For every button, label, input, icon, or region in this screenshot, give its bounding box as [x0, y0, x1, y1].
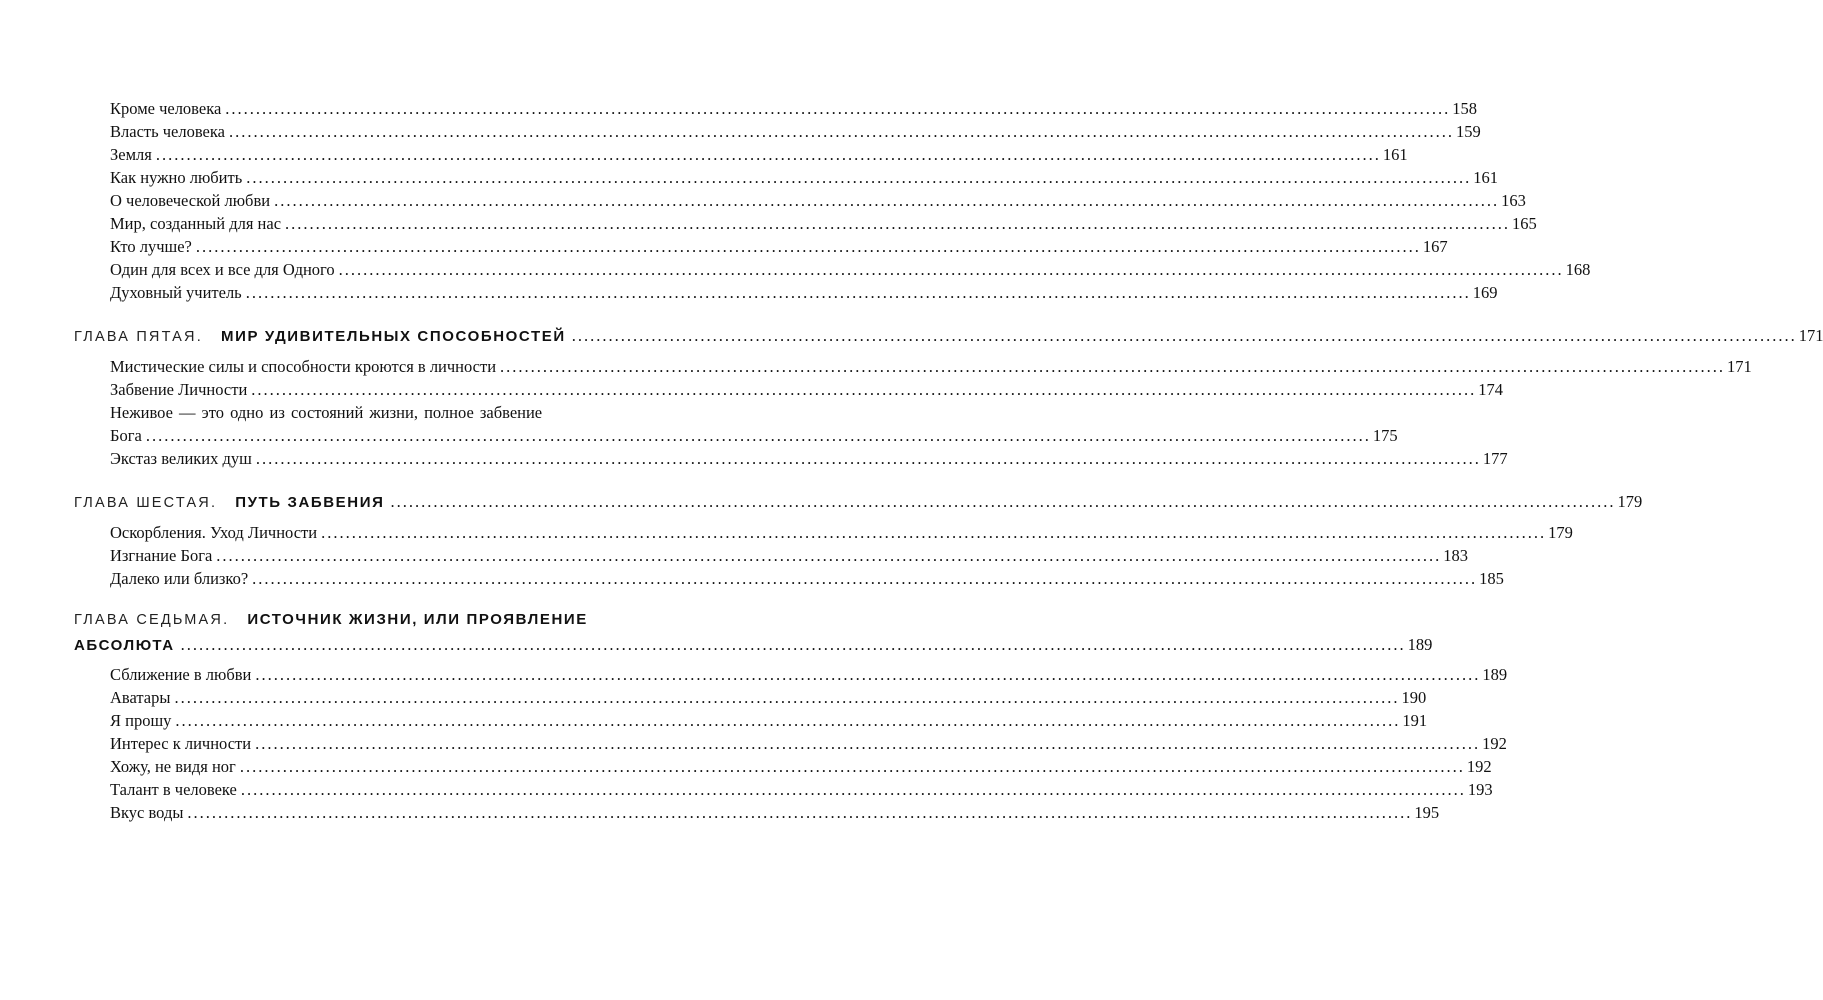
dot-leader: ........................................................................................................................................................................................................	[285, 214, 1511, 233]
toc-entry[interactable]	[110, 802, 1440, 824]
chapter-title-line2: АБСОЛЮТА	[74, 637, 175, 654]
toc-entry-page: 165	[1512, 214, 1537, 233]
toc-entry-title: Мистические силы и способности кроются в личности	[110, 357, 497, 376]
toc-entry-title: Один для всех и все для Одного	[110, 260, 335, 279]
toc-entry-page: 171	[1727, 357, 1752, 376]
toc-entry[interactable]	[110, 144, 1408, 166]
toc-entry[interactable]	[110, 522, 1573, 544]
chapter-page: 189	[1407, 635, 1433, 654]
toc-entry-page: 191	[1402, 711, 1428, 730]
toc-entry-title: Кроме человека	[110, 99, 222, 118]
toc-entry[interactable]	[110, 756, 1492, 778]
toc-entry-title: Экстаз великих душ	[110, 449, 252, 468]
toc-entry[interactable]	[110, 167, 1498, 189]
dot-leader: ........................................................................................................................................................................................................	[390, 492, 1616, 511]
dot-leader: ........................................................................................................................................................................................................	[174, 688, 1400, 707]
chapter-label: ГЛАВА ПЯТАЯ.	[74, 329, 203, 345]
dot-leader: ........................................................................................................................................................................................................	[338, 260, 1564, 279]
toc-entry-title: Бога	[110, 426, 142, 445]
dot-leader: ........................................................................................................................................................................................................	[251, 380, 1477, 399]
dot-leader: ........................................................................................................................................................................................................	[321, 523, 1547, 542]
toc-entry-title: Талант в человеке	[110, 780, 237, 799]
toc-entry-title: Я прошу	[110, 711, 172, 730]
chapter-page: 171	[1798, 326, 1823, 345]
dot-leader: ........................................................................................................................................................................................................	[500, 357, 1726, 376]
dot-leader: ........................................................................................................................................................................................................	[252, 569, 1478, 588]
toc-entry[interactable]	[110, 425, 1398, 447]
toc-entry-title: Забвение Личности	[110, 380, 248, 399]
chapter-page: 179	[1617, 492, 1643, 511]
dot-leader: ........................................................................................................................................................................................................	[225, 99, 1451, 118]
chapter-title-line1: ИСТОЧНИК ЖИЗНИ, ИЛИ ПРОЯВЛЕНИЕ	[247, 611, 588, 628]
toc-entry-page: 161	[1473, 168, 1498, 187]
toc-entry-page: 174	[1478, 380, 1504, 399]
chapter-heading-6[interactable]	[74, 492, 1643, 516]
toc-entry[interactable]	[110, 356, 1752, 378]
toc-entry-page: 190	[1401, 688, 1427, 707]
dot-leader: ........................................................................................................................................................................................................	[255, 449, 1481, 468]
toc-entry-page: 177	[1482, 449, 1508, 468]
toc-entry-title: Аватары	[110, 688, 171, 707]
toc-entry-title: Духовный учитель	[110, 283, 242, 302]
toc-entry[interactable]	[110, 213, 1537, 235]
toc-entry-title: Далеко или близко?	[110, 569, 249, 588]
toc-entry[interactable]	[110, 236, 1448, 258]
dot-leader: ........................................................................................................................................................................................................	[175, 711, 1401, 730]
chapter-heading-7-continued[interactable]	[74, 635, 1433, 659]
chapter-title: МИР УДИВИТЕЛЬНЫХ СПОСОБНОСТЕЙ	[220, 328, 566, 345]
dot-leader: ........................................................................................................................................................................................................	[245, 283, 1471, 302]
toc-entry-page: 183	[1443, 546, 1469, 565]
dot-leader: ........................................................................................................................................................................................................	[240, 780, 1466, 799]
chapter-heading-7[interactable]	[74, 611, 588, 635]
toc-entry[interactable]	[110, 779, 1493, 801]
toc-entry[interactable]	[110, 664, 1508, 686]
dot-leader: ........................................................................................................................................................................................................	[255, 665, 1481, 684]
toc-entry-title: Оскорбления. Уход Личности	[110, 523, 318, 542]
toc-entry[interactable]	[110, 282, 1498, 304]
dot-leader: ........................................................................................................................................................................................................	[228, 122, 1454, 141]
toc-entry-page: 169	[1472, 283, 1498, 302]
toc-entry-page: 158	[1452, 99, 1478, 118]
toc-entry-page: 195	[1414, 803, 1440, 822]
toc-entry-title: Как нужно любить	[110, 168, 243, 187]
chapter-title: ПУТЬ ЗАБВЕНИЯ	[235, 494, 385, 511]
toc-entry-title: Мир, созданный для нас	[110, 214, 282, 233]
toc-entry[interactable]	[110, 568, 1504, 590]
toc-entry-title: Власть человека	[110, 122, 225, 141]
toc-entry-page: 185	[1479, 569, 1504, 588]
toc-entry-title-line1[interactable]: Неживое — это одно из состояний жизни, полное забвение	[110, 403, 543, 422]
dot-leader: ........................................................................................................................................................................................................	[239, 757, 1465, 776]
dot-leader: ........................................................................................................................................................................................................	[180, 635, 1406, 654]
dot-leader: ........................................................................................................................................................................................................	[255, 734, 1481, 753]
dot-leader: ........................................................................................................................................................................................................	[187, 803, 1413, 822]
toc-entry[interactable]	[110, 121, 1481, 143]
toc-entry-title: Изгнание Бога	[110, 546, 213, 565]
toc-entry[interactable]	[110, 379, 1504, 401]
toc-entry[interactable]	[110, 448, 1508, 470]
toc-entry-title: О человеческой любви	[110, 191, 271, 210]
dot-leader: ........................................................................................................................................................................................................	[571, 326, 1797, 345]
toc-entry-page: 161	[1382, 145, 1408, 164]
dot-leader: ........................................................................................................................................................................................................	[195, 237, 1421, 256]
toc-entry-page: 193	[1467, 780, 1493, 799]
dot-leader: ........................................................................................................................................................................................................	[274, 191, 1500, 210]
toc-entry-title: Хожу, не видя ног	[110, 757, 236, 776]
toc-entry-page: 189	[1482, 665, 1508, 684]
toc-entry-page: 192	[1482, 734, 1507, 753]
toc-entry-title: Интерес к личности	[110, 734, 252, 753]
toc-entry-page: 159	[1455, 122, 1481, 141]
chapter-heading-5[interactable]	[74, 326, 1823, 350]
toc-entry-page: 175	[1372, 426, 1398, 445]
dot-leader: ........................................................................................................................................................................................................	[155, 145, 1381, 164]
dot-leader: ........................................................................................................................................................................................................	[216, 546, 1442, 565]
toc-entry-page: 179	[1548, 523, 1573, 542]
toc-entry-page: 163	[1501, 191, 1526, 210]
toc-entry-title: Кто лучше?	[110, 237, 192, 256]
toc-entry[interactable]	[110, 190, 1526, 212]
toc-entry[interactable]	[110, 98, 1478, 120]
dot-leader: ........................................................................................................................................................................................................	[145, 426, 1371, 445]
chapter-label: ГЛАВА СЕДЬМАЯ.	[74, 612, 230, 628]
toc-entry[interactable]	[110, 545, 1469, 567]
toc-entry-page: 168	[1565, 260, 1591, 279]
toc-entry-title: Вкус воды	[110, 803, 184, 822]
chapter-label: ГЛАВА ШЕСТАЯ.	[74, 495, 218, 511]
toc-entry[interactable]	[110, 259, 1591, 281]
toc-entry[interactable]	[110, 710, 1428, 732]
toc-entry-title: Земля	[110, 145, 152, 164]
toc-entry[interactable]	[110, 687, 1427, 709]
toc-entry-page: 192	[1466, 757, 1492, 776]
toc-entry-page: 167	[1422, 237, 1448, 256]
toc-entry-title: Сближение в любви	[110, 665, 252, 684]
dot-leader: ........................................................................................................................................................................................................	[246, 168, 1472, 187]
toc-entry[interactable]	[110, 733, 1507, 755]
